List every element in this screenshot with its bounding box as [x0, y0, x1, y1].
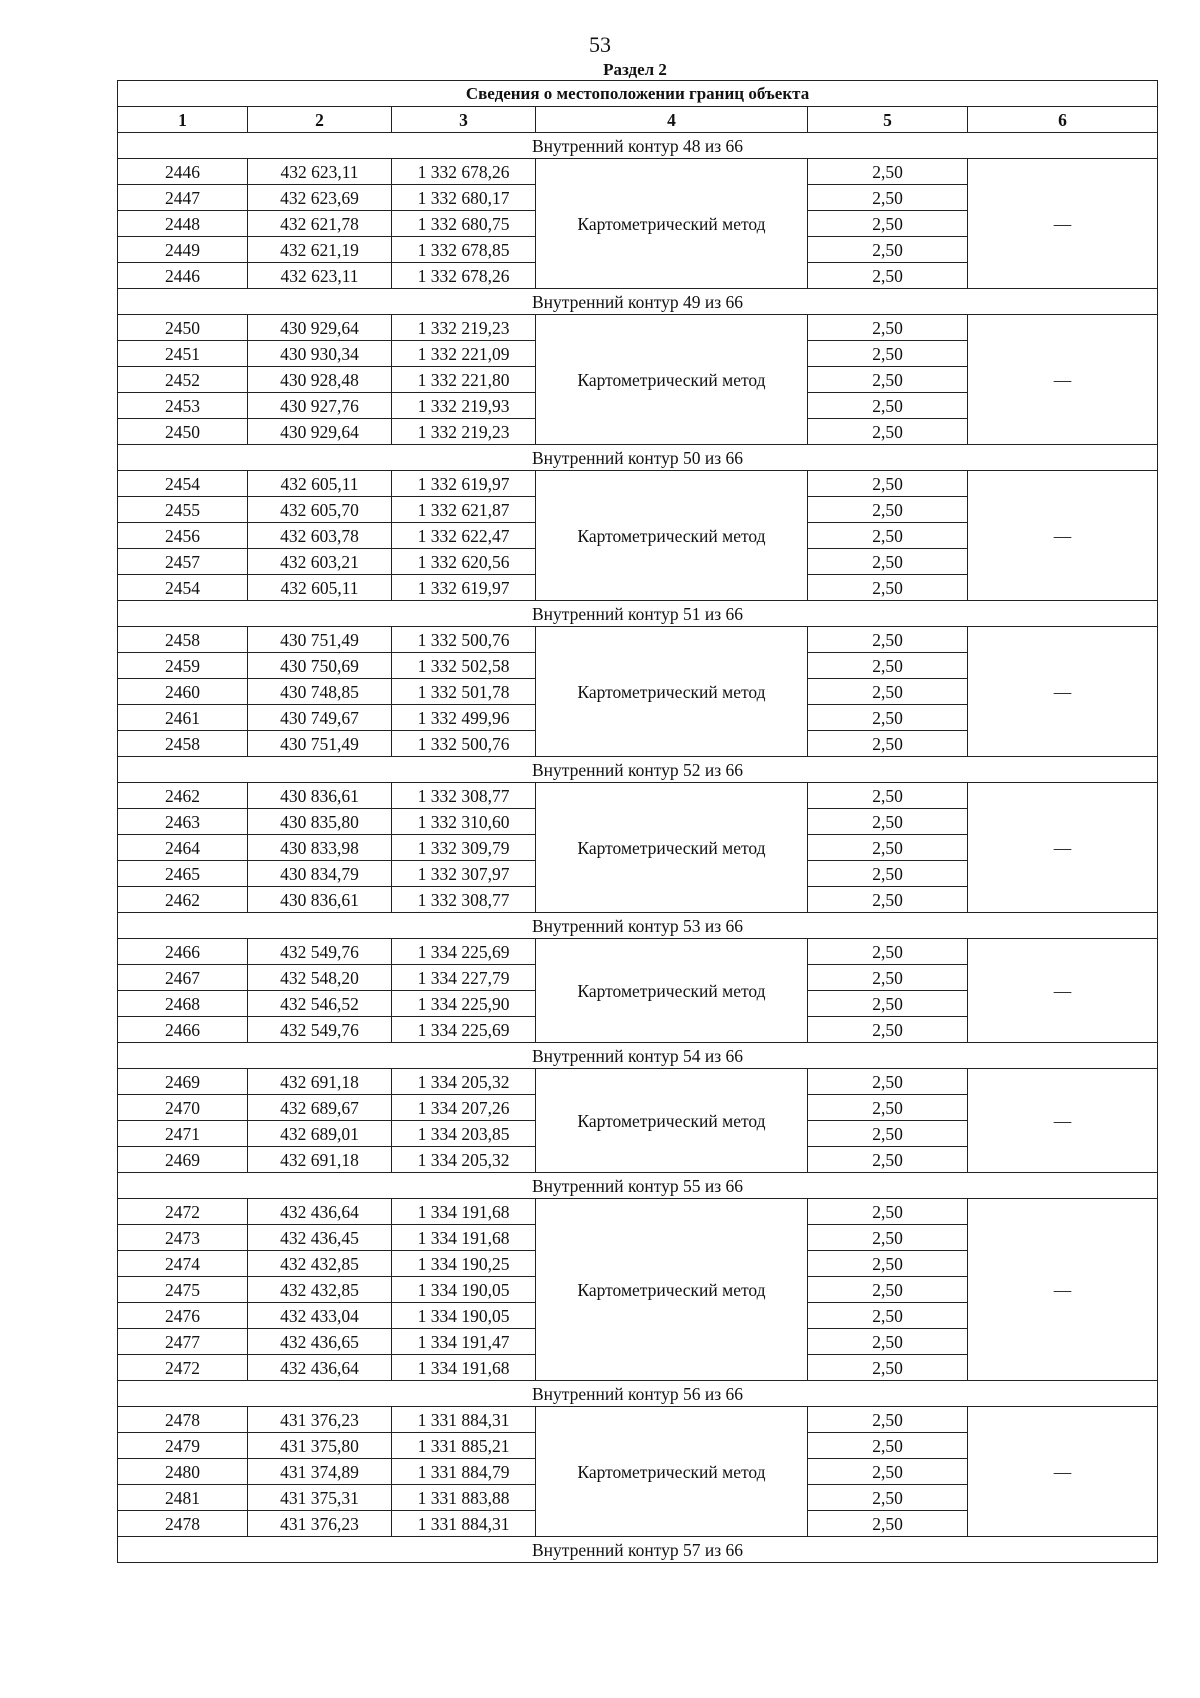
precision-value: 2,50 — [808, 1147, 968, 1173]
coord-x: 430 835,80 — [248, 809, 392, 835]
table-row — [118, 471, 1158, 497]
contour-title: Внутренний контур 56 из 66 — [118, 1381, 1158, 1407]
coord-x: 432 546,52 — [248, 991, 392, 1017]
point-number: 2479 — [118, 1433, 248, 1459]
coord-x: 432 621,19 — [248, 237, 392, 263]
point-number: 2458 — [118, 731, 248, 757]
coord-y: 1 332 499,96 — [392, 705, 536, 731]
contour-title: Внутренний контур 53 из 66 — [118, 913, 1158, 939]
method-cell: Картометрический метод — [536, 1069, 808, 1173]
coord-y: 1 332 219,93 — [392, 393, 536, 419]
coord-x: 431 376,23 — [248, 1511, 392, 1537]
coord-y: 1 331 883,88 — [392, 1485, 536, 1511]
precision-value: 2,50 — [808, 1459, 968, 1485]
precision-value: 2,50 — [808, 1277, 968, 1303]
description-cell: — — [968, 1407, 1158, 1537]
precision-value: 2,50 — [808, 965, 968, 991]
coord-y: 1 332 621,87 — [392, 497, 536, 523]
precision-value: 2,50 — [808, 861, 968, 887]
table-row — [118, 1069, 1158, 1095]
coord-y: 1 334 205,32 — [392, 1069, 536, 1095]
point-number: 2454 — [118, 575, 248, 601]
contour-title: Внутренний контур 55 из 66 — [118, 1173, 1158, 1199]
point-number: 2471 — [118, 1121, 248, 1147]
precision-value: 2,50 — [808, 1407, 968, 1433]
description-cell: — — [968, 783, 1158, 913]
precision-value: 2,50 — [808, 731, 968, 757]
coord-x: 432 433,04 — [248, 1303, 392, 1329]
coord-x: 432 436,64 — [248, 1355, 392, 1381]
precision-value: 2,50 — [808, 315, 968, 341]
coord-x: 431 375,31 — [248, 1485, 392, 1511]
method-cell: Картометрический метод — [536, 627, 808, 757]
method-cell: Картометрический метод — [536, 471, 808, 601]
precision-value: 2,50 — [808, 939, 968, 965]
point-number: 2451 — [118, 341, 248, 367]
coord-x: 430 834,79 — [248, 861, 392, 887]
coord-x: 430 751,49 — [248, 731, 392, 757]
coord-y: 1 332 678,85 — [392, 237, 536, 263]
section-title: Раздел 2 — [603, 60, 667, 79]
point-number: 2450 — [118, 419, 248, 445]
point-number: 2452 — [118, 367, 248, 393]
coord-y: 1 332 678,26 — [392, 159, 536, 185]
coord-x: 430 751,49 — [248, 627, 392, 653]
table-caption: Сведения о местоположении границ объекта — [118, 81, 1158, 107]
coord-x: 432 623,11 — [248, 263, 392, 289]
coord-y: 1 332 309,79 — [392, 835, 536, 861]
contour-header-row — [118, 913, 1158, 939]
coord-x: 432 689,01 — [248, 1121, 392, 1147]
precision-value: 2,50 — [808, 367, 968, 393]
contour-header-row — [118, 133, 1158, 159]
coord-x: 432 691,18 — [248, 1147, 392, 1173]
point-number: 2462 — [118, 783, 248, 809]
coord-y: 1 332 219,23 — [392, 419, 536, 445]
precision-value: 2,50 — [808, 185, 968, 211]
coord-y: 1 332 680,75 — [392, 211, 536, 237]
point-number: 2465 — [118, 861, 248, 887]
point-number: 2478 — [118, 1511, 248, 1537]
method-cell: Картометрический метод — [536, 1199, 808, 1381]
precision-value: 2,50 — [808, 393, 968, 419]
column-number: 5 — [808, 107, 968, 133]
point-number: 2467 — [118, 965, 248, 991]
coord-y: 1 334 207,26 — [392, 1095, 536, 1121]
coord-y: 1 332 308,77 — [392, 783, 536, 809]
precision-value: 2,50 — [808, 679, 968, 705]
precision-value: 2,50 — [808, 1355, 968, 1381]
contour-header-row — [118, 445, 1158, 471]
precision-value: 2,50 — [808, 627, 968, 653]
coord-x: 430 748,85 — [248, 679, 392, 705]
contour-header-row — [118, 289, 1158, 315]
precision-value: 2,50 — [808, 1069, 968, 1095]
coord-x: 432 549,76 — [248, 939, 392, 965]
coord-y: 1 334 205,32 — [392, 1147, 536, 1173]
column-number: 4 — [536, 107, 808, 133]
coord-x: 432 436,65 — [248, 1329, 392, 1355]
column-number-row — [118, 107, 1158, 133]
coord-x: 432 436,45 — [248, 1225, 392, 1251]
table-row — [118, 1199, 1158, 1225]
point-number: 2472 — [118, 1355, 248, 1381]
precision-value: 2,50 — [808, 705, 968, 731]
precision-value: 2,50 — [808, 341, 968, 367]
contour-title: Внутренний контур 50 из 66 — [118, 445, 1158, 471]
coord-x: 430 833,98 — [248, 835, 392, 861]
precision-value: 2,50 — [808, 523, 968, 549]
precision-value: 2,50 — [808, 1329, 968, 1355]
contour-title: Внутренний контур 54 из 66 — [118, 1043, 1158, 1069]
coord-y: 1 332 310,60 — [392, 809, 536, 835]
coord-x: 432 605,11 — [248, 575, 392, 601]
precision-value: 2,50 — [808, 887, 968, 913]
point-number: 2481 — [118, 1485, 248, 1511]
precision-value: 2,50 — [808, 1225, 968, 1251]
coord-y: 1 331 884,31 — [392, 1407, 536, 1433]
description-cell: — — [968, 315, 1158, 445]
coord-y: 1 332 221,09 — [392, 341, 536, 367]
coord-y: 1 331 884,79 — [392, 1459, 536, 1485]
description-cell: — — [968, 159, 1158, 289]
contour-title: Внутренний контур 57 из 66 — [118, 1537, 1158, 1563]
contour-header-row — [118, 1043, 1158, 1069]
coord-y: 1 332 307,97 — [392, 861, 536, 887]
description-cell: — — [968, 627, 1158, 757]
column-number: 3 — [392, 107, 536, 133]
point-number: 2461 — [118, 705, 248, 731]
precision-value: 2,50 — [808, 1303, 968, 1329]
point-number: 2475 — [118, 1277, 248, 1303]
coord-y: 1 334 190,25 — [392, 1251, 536, 1277]
coord-y: 1 332 308,77 — [392, 887, 536, 913]
page-number: 53 — [589, 32, 611, 57]
table-row — [118, 627, 1158, 653]
coord-x: 432 432,85 — [248, 1277, 392, 1303]
point-number: 2449 — [118, 237, 248, 263]
coord-y: 1 331 885,21 — [392, 1433, 536, 1459]
precision-value: 2,50 — [808, 549, 968, 575]
coord-y: 1 332 500,76 — [392, 627, 536, 653]
coord-y: 1 334 203,85 — [392, 1121, 536, 1147]
precision-value: 2,50 — [808, 211, 968, 237]
description-cell: — — [968, 1069, 1158, 1173]
precision-value: 2,50 — [808, 1121, 968, 1147]
coord-x: 430 836,61 — [248, 887, 392, 913]
precision-value: 2,50 — [808, 783, 968, 809]
coord-x: 432 623,11 — [248, 159, 392, 185]
coord-y: 1 332 619,97 — [392, 471, 536, 497]
precision-value: 2,50 — [808, 419, 968, 445]
coord-x: 430 930,34 — [248, 341, 392, 367]
method-cell: Картометрический метод — [536, 783, 808, 913]
description-cell: — — [968, 939, 1158, 1043]
point-number: 2480 — [118, 1459, 248, 1485]
point-number: 2463 — [118, 809, 248, 835]
precision-value: 2,50 — [808, 263, 968, 289]
coord-y: 1 332 501,78 — [392, 679, 536, 705]
precision-value: 2,50 — [808, 497, 968, 523]
description-cell: — — [968, 1199, 1158, 1381]
coord-y: 1 334 227,79 — [392, 965, 536, 991]
table-row — [118, 159, 1158, 185]
coord-y: 1 332 500,76 — [392, 731, 536, 757]
point-number: 2473 — [118, 1225, 248, 1251]
coord-x: 430 750,69 — [248, 653, 392, 679]
coord-x: 432 621,78 — [248, 211, 392, 237]
contour-title: Внутренний контур 52 из 66 — [118, 757, 1158, 783]
description-cell: — — [968, 471, 1158, 601]
coord-y: 1 334 191,68 — [392, 1355, 536, 1381]
coord-x: 432 603,21 — [248, 549, 392, 575]
precision-value: 2,50 — [808, 159, 968, 185]
point-number: 2466 — [118, 939, 248, 965]
coord-y: 1 334 225,69 — [392, 1017, 536, 1043]
precision-value: 2,50 — [808, 1511, 968, 1537]
coord-x: 432 548,20 — [248, 965, 392, 991]
coord-y: 1 332 622,47 — [392, 523, 536, 549]
coord-y: 1 334 190,05 — [392, 1277, 536, 1303]
point-number: 2468 — [118, 991, 248, 1017]
coord-x: 432 603,78 — [248, 523, 392, 549]
point-number: 2455 — [118, 497, 248, 523]
point-number: 2477 — [118, 1329, 248, 1355]
point-number: 2462 — [118, 887, 248, 913]
coord-y: 1 334 191,68 — [392, 1225, 536, 1251]
table-row — [118, 315, 1158, 341]
point-number: 2478 — [118, 1407, 248, 1433]
coord-y: 1 332 678,26 — [392, 263, 536, 289]
point-number: 2448 — [118, 211, 248, 237]
contour-header-row — [118, 1537, 1158, 1563]
coord-x: 430 929,64 — [248, 315, 392, 341]
coord-x: 430 929,64 — [248, 419, 392, 445]
precision-value: 2,50 — [808, 237, 968, 263]
method-cell: Картометрический метод — [536, 1407, 808, 1537]
point-number: 2458 — [118, 627, 248, 653]
point-number: 2474 — [118, 1251, 248, 1277]
column-number: 6 — [968, 107, 1158, 133]
point-number: 2472 — [118, 1199, 248, 1225]
coord-x: 432 436,64 — [248, 1199, 392, 1225]
point-number: 2469 — [118, 1147, 248, 1173]
table-row — [118, 1407, 1158, 1433]
coord-y: 1 334 191,68 — [392, 1199, 536, 1225]
coord-y: 1 334 191,47 — [392, 1329, 536, 1355]
point-number: 2470 — [118, 1095, 248, 1121]
precision-value: 2,50 — [808, 991, 968, 1017]
coord-y: 1 332 680,17 — [392, 185, 536, 211]
point-number: 2453 — [118, 393, 248, 419]
contour-header-row — [118, 601, 1158, 627]
coord-x: 432 432,85 — [248, 1251, 392, 1277]
coord-y: 1 334 225,90 — [392, 991, 536, 1017]
contour-header-row — [118, 1173, 1158, 1199]
coord-x: 432 689,67 — [248, 1095, 392, 1121]
coord-x: 431 376,23 — [248, 1407, 392, 1433]
method-cell: Картометрический метод — [536, 939, 808, 1043]
method-cell: Картометрический метод — [536, 315, 808, 445]
point-number: 2476 — [118, 1303, 248, 1329]
precision-value: 2,50 — [808, 1017, 968, 1043]
column-number: 2 — [248, 107, 392, 133]
contour-title: Внутренний контур 49 из 66 — [118, 289, 1158, 315]
point-number: 2456 — [118, 523, 248, 549]
coord-x: 431 374,89 — [248, 1459, 392, 1485]
coord-y: 1 332 502,58 — [392, 653, 536, 679]
coord-x: 432 623,69 — [248, 185, 392, 211]
point-number: 2469 — [118, 1069, 248, 1095]
point-number: 2464 — [118, 835, 248, 861]
coord-y: 1 332 221,80 — [392, 367, 536, 393]
point-number: 2460 — [118, 679, 248, 705]
table-row — [118, 939, 1158, 965]
coord-y: 1 334 225,69 — [392, 939, 536, 965]
point-number: 2457 — [118, 549, 248, 575]
point-number: 2446 — [118, 159, 248, 185]
precision-value: 2,50 — [808, 1433, 968, 1459]
precision-value: 2,50 — [808, 1095, 968, 1121]
coord-x: 432 605,11 — [248, 471, 392, 497]
precision-value: 2,50 — [808, 1199, 968, 1225]
point-number: 2447 — [118, 185, 248, 211]
coord-y: 1 334 190,05 — [392, 1303, 536, 1329]
contour-title: Внутренний контур 48 из 66 — [118, 133, 1158, 159]
table-row — [118, 783, 1158, 809]
precision-value: 2,50 — [808, 1251, 968, 1277]
boundary-table — [117, 80, 1158, 1563]
coord-x: 432 605,70 — [248, 497, 392, 523]
precision-value: 2,50 — [808, 471, 968, 497]
coord-x: 430 749,67 — [248, 705, 392, 731]
precision-value: 2,50 — [808, 835, 968, 861]
coord-x: 432 549,76 — [248, 1017, 392, 1043]
point-number: 2450 — [118, 315, 248, 341]
coord-x: 431 375,80 — [248, 1433, 392, 1459]
coord-y: 1 332 620,56 — [392, 549, 536, 575]
contour-title: Внутренний контур 51 из 66 — [118, 601, 1158, 627]
point-number: 2466 — [118, 1017, 248, 1043]
column-number: 1 — [118, 107, 248, 133]
coord-y: 1 332 619,97 — [392, 575, 536, 601]
contour-header-row — [118, 1381, 1158, 1407]
precision-value: 2,50 — [808, 575, 968, 601]
coord-y: 1 331 884,31 — [392, 1511, 536, 1537]
point-number: 2454 — [118, 471, 248, 497]
precision-value: 2,50 — [808, 653, 968, 679]
coord-x: 430 928,48 — [248, 367, 392, 393]
point-number: 2459 — [118, 653, 248, 679]
method-cell: Картометрический метод — [536, 159, 808, 289]
point-number: 2446 — [118, 263, 248, 289]
contour-header-row — [118, 757, 1158, 783]
coord-x: 430 836,61 — [248, 783, 392, 809]
precision-value: 2,50 — [808, 809, 968, 835]
coord-x: 432 691,18 — [248, 1069, 392, 1095]
coord-y: 1 332 219,23 — [392, 315, 536, 341]
precision-value: 2,50 — [808, 1485, 968, 1511]
coord-x: 430 927,76 — [248, 393, 392, 419]
